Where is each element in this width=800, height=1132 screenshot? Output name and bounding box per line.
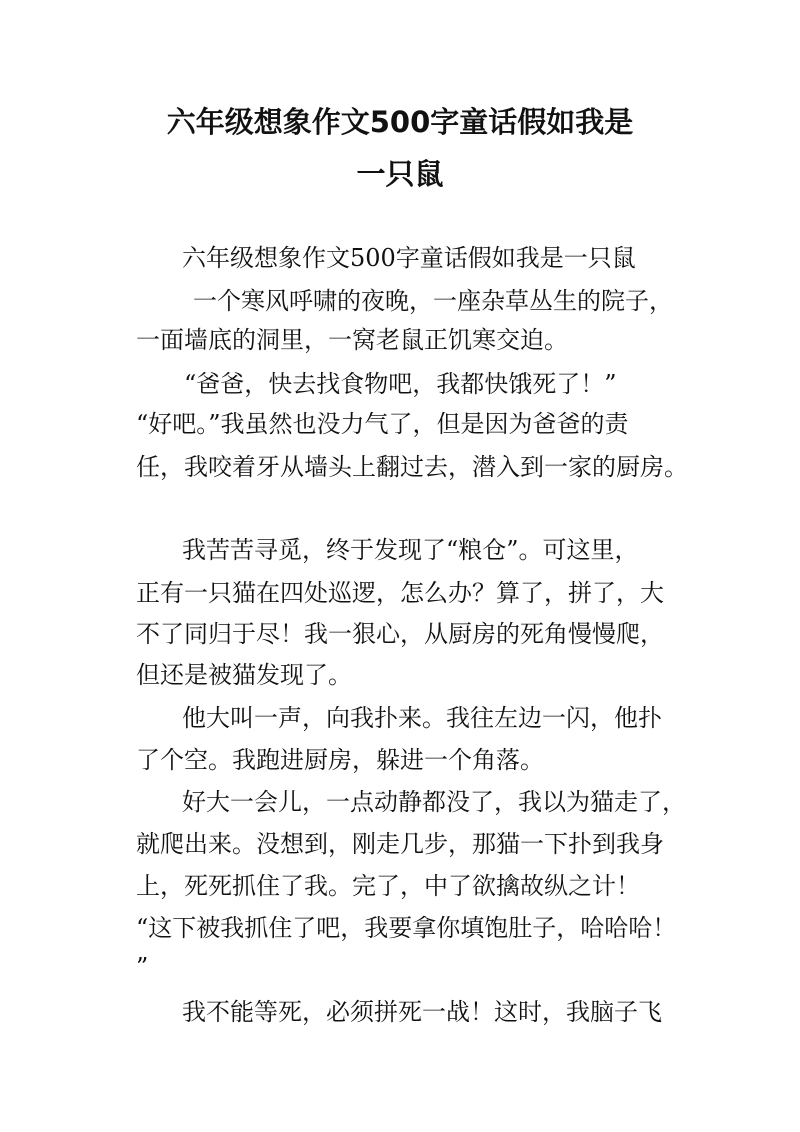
text-line: 他大叫一声，向我扑来。我往左边一闪，他扑 xyxy=(182,704,662,732)
text-line: 我不能等死，必须拼死一战！这时，我脑子飞 xyxy=(182,998,662,1026)
title-line-1: 六年级想象作文500字童话假如我是 xyxy=(166,105,634,139)
text-line: 但还是被猫发现了。 xyxy=(136,661,352,689)
text-line: 上，死死抓住了我。完了，中了欲擒故纵之计！ xyxy=(136,872,640,900)
text-line: “这下被我抓住了吧，我要拿你填饱肚子，哈哈哈！ xyxy=(136,914,677,942)
text-line: 任，我咬着牙从墙头上翻过去，潜入到一家的厨房。 xyxy=(136,453,688,481)
text-line: 六年级想象作文500字童话假如我是一只鼠 xyxy=(182,244,636,272)
document-title xyxy=(100,96,700,200)
text-line: 我苦苦寻觅，终于发现了“粮仓”。可这里， xyxy=(182,536,639,564)
text-line: 就爬出来。没想到，刚走几步，那猫一下扑到我身 xyxy=(136,830,664,858)
text-line: 一面墙底的洞里，一窝老鼠正饥寒交迫。 xyxy=(136,326,568,354)
text-line: “爸爸，快去找食物吧，我都快饿死了！” xyxy=(184,370,617,398)
text-line: 好大一会儿，一点动静都没了，我以为猫走了， xyxy=(182,788,686,816)
text-line: ” xyxy=(136,953,149,981)
text-line: 一个寒风呼啸的夜晚，一座杂草丛生的院子， xyxy=(193,287,673,315)
text-line: 了个空。我跑进厨房，躲进一个角落。 xyxy=(136,746,544,774)
text-line: “好吧。”我虽然也没力气了，但是因为爸爸的责 xyxy=(136,410,629,438)
text-line: 正有一只猫在四处巡逻，怎么办？算了，拼了，大 xyxy=(136,579,664,607)
text-line: 不了同归于尽！我一狠心，从厨房的死角慢慢爬， xyxy=(136,620,664,648)
title-line-2: 一只鼠 xyxy=(356,157,444,191)
